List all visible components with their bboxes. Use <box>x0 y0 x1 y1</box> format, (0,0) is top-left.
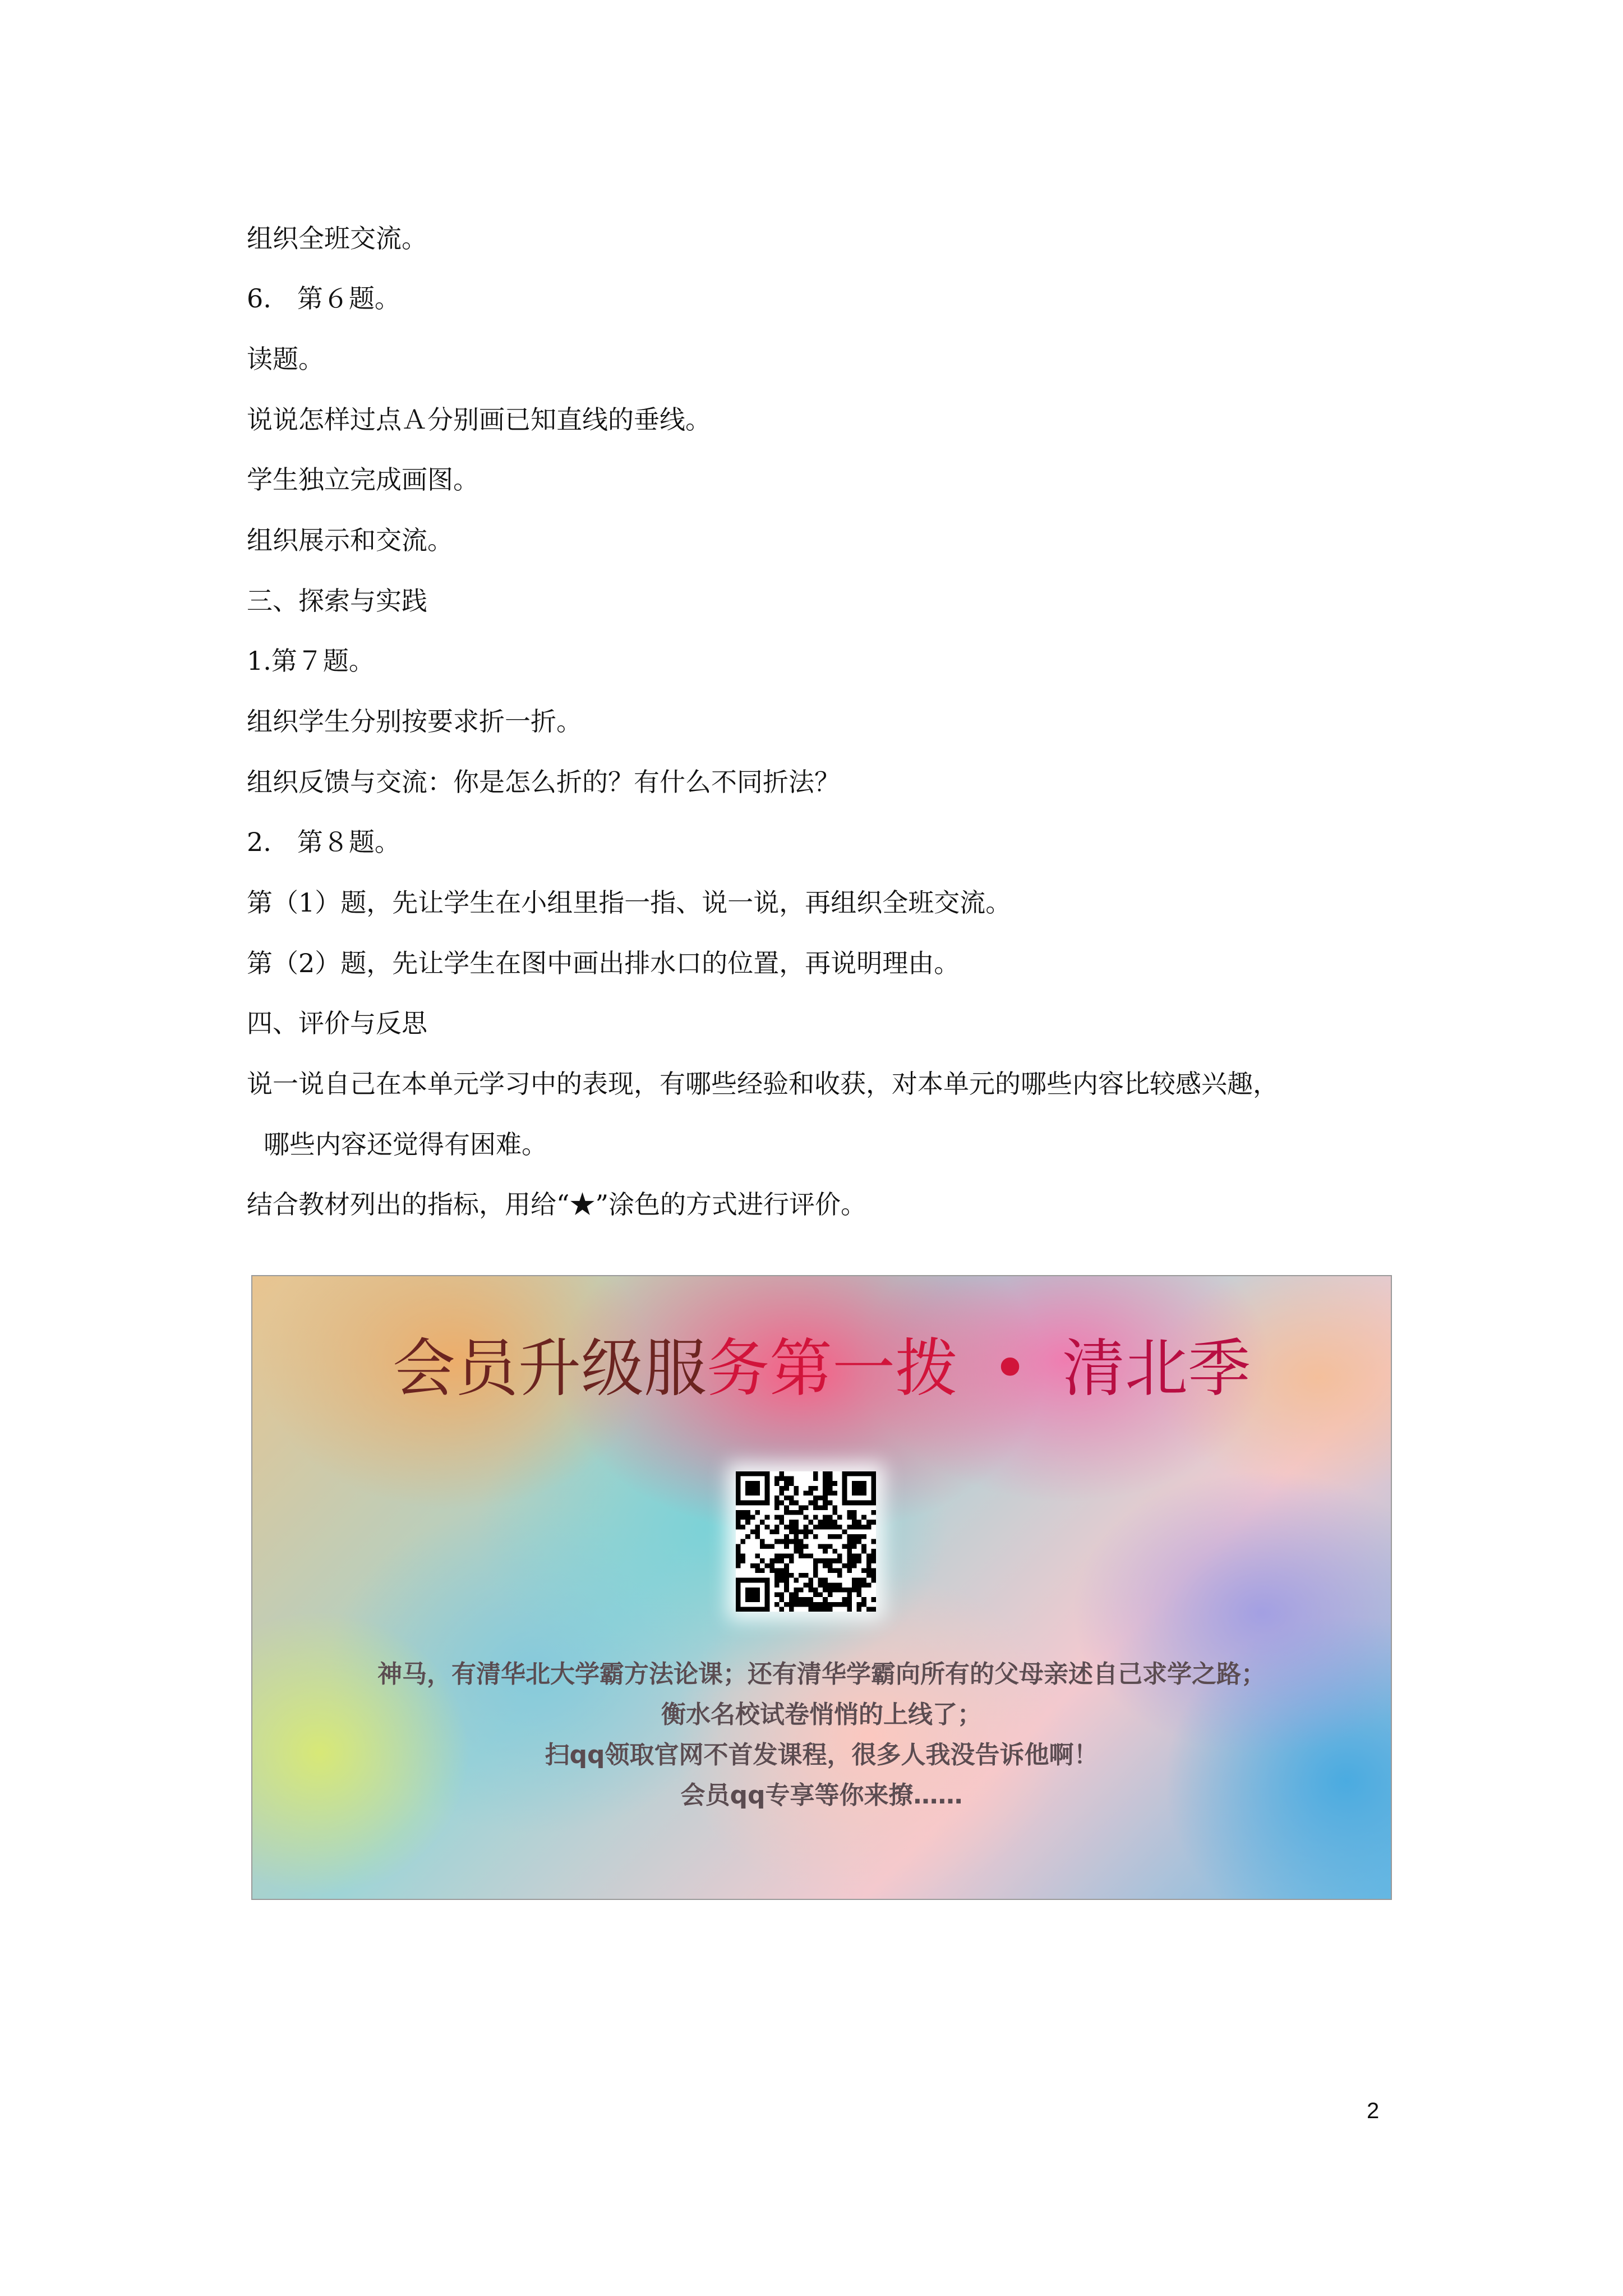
body-line: 组织全班交流。 <box>247 223 427 254</box>
body-line: 说说怎样过点Ａ分别画已知直线的垂线。 <box>247 404 711 435</box>
section-heading: 四、评价与反思 <box>247 1008 427 1038</box>
banner-title <box>252 1329 1391 1408</box>
banner-title-part: 会员升级服 <box>392 1332 707 1405</box>
body-line: 6. 第６题。 <box>247 283 400 314</box>
qr-code-icon <box>736 1471 876 1612</box>
body-line: 组织学生分别按要求折一折。 <box>247 706 582 737</box>
body-line: 说一说自己在本单元学习中的表现，有哪些经验和收获，对本单元的哪些内容比较感兴趣， <box>247 1069 1279 1099</box>
body-line: 哪些内容还觉得有困难。 <box>264 1129 547 1159</box>
banner-text-line: 扫qq领取官网不首发课程，很多人我没告诉他啊！ <box>545 1741 1099 1769</box>
banner-title-part: 清北季 <box>1062 1332 1251 1405</box>
banner-text-line: 神马，有清华北大学霸方法论课；还有清华学霸向所有的父母亲述自己求学之路； <box>377 1660 1266 1688</box>
promo-banner <box>251 1275 1392 1900</box>
body-line: 第（1）题，先让学生在小组里指一指、说一说，再组织全班交流。 <box>247 887 1012 918</box>
banner-title-separator: • <box>991 1332 1029 1405</box>
body-line: 第（2）题，先让学生在图中画出排水口的位置，再说明理由。 <box>247 948 960 978</box>
page-number: 2 <box>1367 2099 1380 2123</box>
banner-title-part: 务第一拨 <box>706 1332 958 1405</box>
body-line: 读题。 <box>247 344 324 374</box>
body-line: 2. 第８题。 <box>247 827 400 857</box>
body-line: 组织反馈与交流：你是怎么折的？有什么不同折法？ <box>247 767 840 797</box>
qr-code-graphic <box>736 1471 876 1612</box>
section-heading: 三、探索与实践 <box>247 586 427 616</box>
banner-text-line: 会员qq专享等你来撩…… <box>680 1781 963 1810</box>
body-line: 结合教材列出的指标，用给“★”涂色的方式进行评价。 <box>247 1189 867 1220</box>
banner-text-line: 衡水名校试卷悄悄的上线了； <box>661 1700 982 1729</box>
body-line: 学生独立完成画图。 <box>247 464 479 495</box>
body-line: 1.第７题。 <box>247 646 375 676</box>
body-line: 组织展示和交流。 <box>247 525 453 555</box>
